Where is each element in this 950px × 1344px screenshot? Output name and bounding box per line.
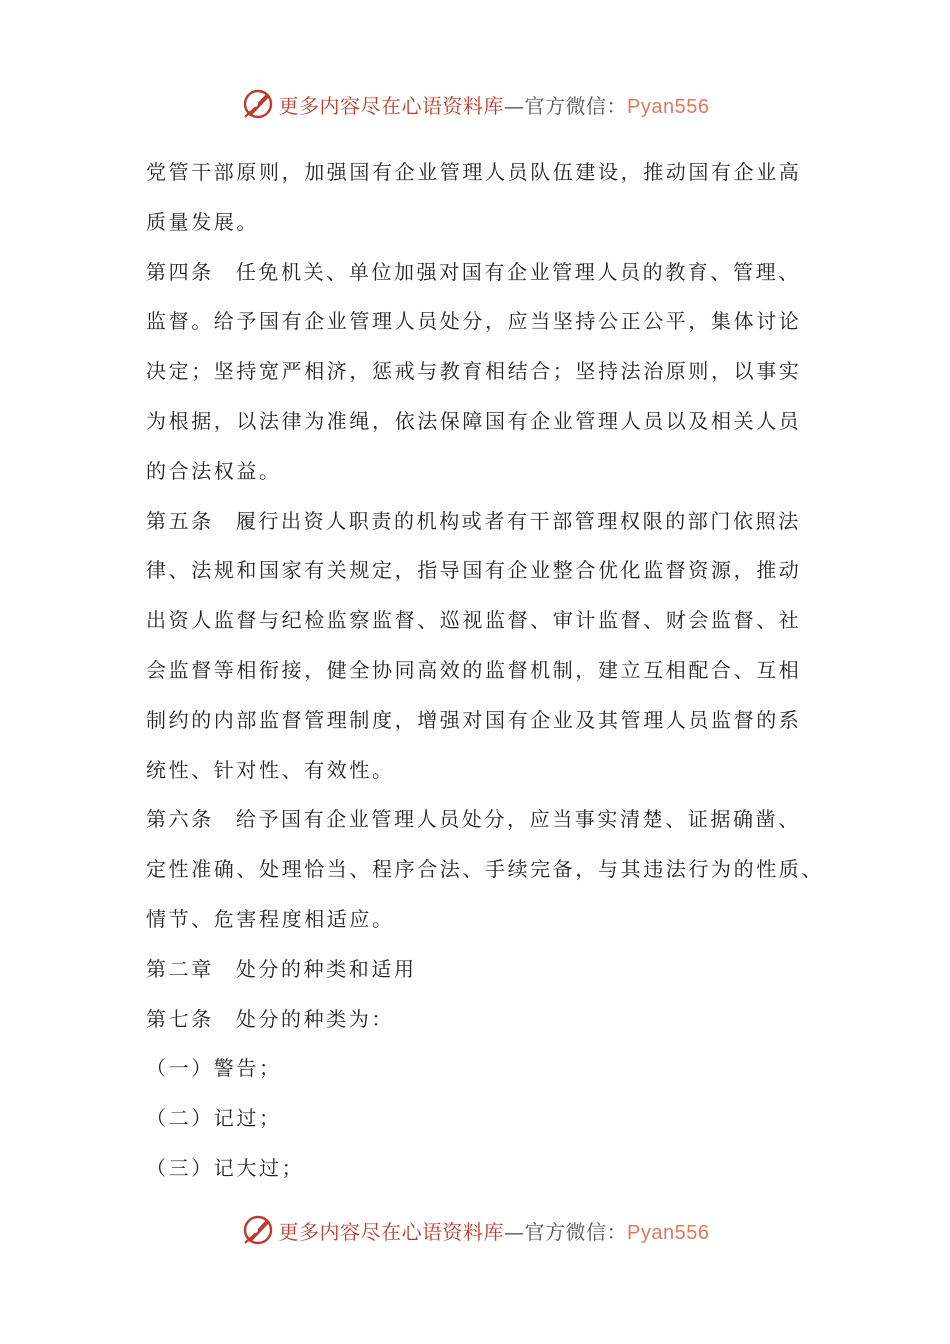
banner-wechat-id: Pyan556 — [627, 1221, 710, 1244]
line-text: 情节、危害程度相适应。 — [146, 906, 395, 931]
line-text: （三）记大过； — [146, 1155, 305, 1180]
feather-pen-logo-icon — [241, 1213, 275, 1247]
line-text: 为根据，以法律为准绳，依法保障国有企业管理人员以及相关人员 — [146, 408, 802, 433]
banner-text — [279, 90, 710, 119]
line-text: （二）记过； — [146, 1106, 282, 1131]
text-line — [146, 945, 836, 995]
line-text: 的合法权益。 — [146, 458, 282, 483]
text-line — [146, 497, 836, 547]
text-line — [146, 1044, 836, 1094]
line-text: 出资人监督与纪检监察监督、巡视监督、审计监督、财会监督、社 — [146, 608, 802, 633]
line-text: 给予国有企业管理人员处分，应当事实清楚、证据确凿、 — [235, 807, 801, 832]
line-text: 任免机关、单位加强对国有企业管理人员的教育、管理、 — [235, 259, 801, 284]
text-line — [146, 646, 836, 696]
article-number: 第六条 — [146, 807, 214, 832]
line-text: 履行出资人职责的机构或者有干部管理权限的部门依照法 — [235, 508, 801, 533]
article-number: 第四条 — [146, 259, 214, 284]
line-text: 定性准确、处理恰当、程序合法、手续完备，与其违法行为的性质、 — [146, 857, 824, 882]
line-text: 质量发展。 — [146, 209, 259, 234]
text-line — [146, 1094, 836, 1144]
text-line — [146, 895, 836, 945]
banner-main: 更多内容尽在心语资料库 — [278, 93, 505, 118]
feather-pen-logo-icon — [241, 87, 275, 121]
text-line — [146, 746, 836, 796]
banner-wechat-label: 官方微信： — [524, 1219, 628, 1244]
header-banner — [0, 84, 950, 124]
text-line — [146, 596, 836, 646]
text-line — [146, 546, 836, 596]
line-text: 统性、针对性、有效性。 — [146, 757, 395, 782]
line-text: 制约的内部监督管理制度，增强对国有企业及其管理人员监督的系 — [146, 707, 802, 732]
text-line — [146, 447, 836, 497]
line-text: 处分的种类和适用 — [235, 956, 417, 981]
text-line — [146, 1144, 836, 1194]
line-text: 监督。给予国有企业管理人员处分，应当坚持公正公平，集体讨论 — [146, 309, 802, 334]
text-line — [146, 347, 836, 397]
line-text: 党管干部原则，加强国有企业管理人员队伍建设，推动国有企业高 — [146, 160, 802, 184]
banner-main: 更多内容尽在心语资料库 — [278, 1219, 505, 1244]
article-number: 第七条 — [146, 1006, 214, 1031]
footer-banner — [0, 1210, 950, 1250]
banner-dash: — — [504, 93, 525, 118]
text-line — [146, 198, 836, 248]
text-line — [146, 795, 836, 845]
article-number: 第二章 — [146, 956, 214, 981]
line-text: 律、法规和国家有关规定，指导国有企业整合优化监督资源，推动 — [146, 558, 802, 583]
text-line — [146, 995, 836, 1045]
line-text: 处分的种类为： — [235, 1006, 395, 1031]
text-line — [146, 148, 836, 198]
banner-dash: — — [504, 1219, 525, 1244]
line-text: 会监督等相衔接，健全协同高效的监督机制，建立互相配合、互相 — [146, 657, 802, 682]
text-line — [146, 845, 836, 895]
text-line — [146, 397, 836, 447]
document-body — [146, 148, 836, 1194]
article-number: 第五条 — [146, 508, 214, 533]
text-line — [146, 696, 836, 746]
line-text: （一）警告； — [146, 1056, 282, 1081]
text-line — [146, 297, 836, 347]
banner-wechat-id: Pyan556 — [627, 95, 710, 118]
text-line — [146, 248, 836, 298]
banner-text — [279, 1216, 710, 1245]
banner-wechat-label: 官方微信： — [524, 93, 628, 118]
line-text: 决定；坚持宽严相济，惩戒与教育相结合；坚持法治原则，以事实 — [146, 359, 802, 384]
